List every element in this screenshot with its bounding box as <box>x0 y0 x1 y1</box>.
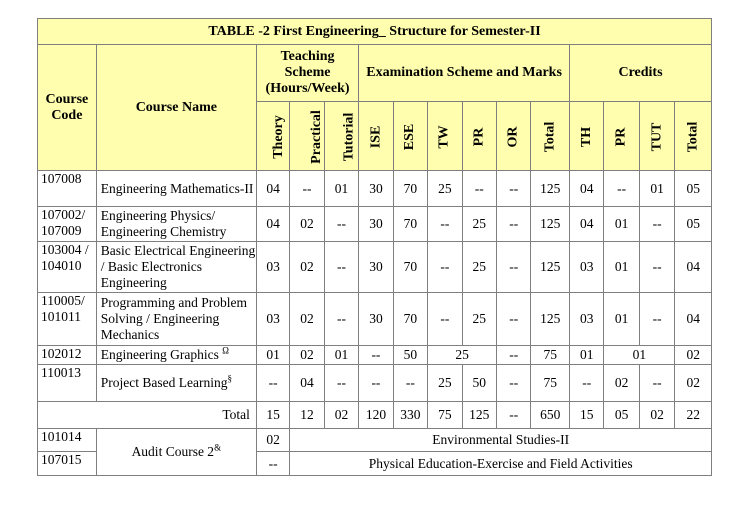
cell: 12 <box>290 402 324 429</box>
cell: 125 <box>531 293 570 346</box>
audit-course-name: Audit Course 2& <box>96 429 256 476</box>
sub-header: TH <box>569 102 603 171</box>
cell: 330 <box>393 402 427 429</box>
course-code: 102012 <box>38 346 97 365</box>
cell: 05 <box>675 207 712 242</box>
sub-header: Theory <box>256 102 289 171</box>
cell: -- <box>497 207 531 242</box>
cell: -- <box>497 402 531 429</box>
cell: 75 <box>531 346 570 365</box>
cell: 04 <box>256 207 289 242</box>
cell: 01 <box>569 346 603 365</box>
cell: 02 <box>639 402 674 429</box>
cell: -- <box>639 242 674 293</box>
cell: 120 <box>359 402 393 429</box>
sub-header: Total <box>675 102 712 171</box>
table-row <box>38 242 712 293</box>
cell: 650 <box>531 402 570 429</box>
cell: -- <box>428 207 462 242</box>
sub-header: Tutorial <box>324 102 358 171</box>
audit-course-text: Physical Education-Exercise and Field Activities <box>290 452 712 476</box>
cell: 02 <box>675 346 712 365</box>
sub-header: Practical <box>290 102 324 171</box>
sub-header: TW <box>428 102 462 171</box>
table-row <box>38 171 712 207</box>
cell: -- <box>462 171 496 207</box>
cell: 70 <box>393 171 427 207</box>
title-row <box>38 19 712 45</box>
table-row <box>38 207 712 242</box>
cell: 01 <box>604 207 639 242</box>
cell: -- <box>639 207 674 242</box>
cell: 75 <box>531 365 570 402</box>
cell: 25 <box>428 171 462 207</box>
table-row <box>38 346 712 365</box>
cell: 04 <box>569 171 603 207</box>
total-row <box>38 402 712 429</box>
cell: -- <box>359 346 393 365</box>
cell: 03 <box>569 293 603 346</box>
cell: -- <box>497 242 531 293</box>
credits-header: Credits <box>569 45 711 102</box>
sub-header: ISE <box>359 102 393 171</box>
cell: -- <box>497 293 531 346</box>
cell: 01 <box>256 346 289 365</box>
exam-header: Examination Scheme and Marks <box>359 45 570 102</box>
course-name-header: Course Name <box>96 45 256 171</box>
course-name: Engineering Graphics $^\Omega$ <box>96 346 256 365</box>
structure-table <box>37 18 712 476</box>
course-code: 101014 <box>38 429 97 452</box>
cell: -- <box>604 171 639 207</box>
cell: -- <box>569 365 603 402</box>
course-name: Programming and Problem Solving / Engineering Mechanics <box>96 293 256 346</box>
cell: 70 <box>393 242 427 293</box>
cell: -- <box>428 293 462 346</box>
course-name: Basic Electrical Engineering / Basic Electronics Engineering <box>96 242 256 293</box>
cell: 125 <box>531 171 570 207</box>
course-code: 107002/ 107009 <box>38 207 97 242</box>
cell: 25 <box>462 242 496 293</box>
cell: 50 <box>462 365 496 402</box>
audit-course-text: Environmental Studies-II <box>290 429 712 452</box>
course-code: 107015 <box>38 452 97 476</box>
cell: 01 <box>604 293 639 346</box>
cell: 70 <box>393 293 427 346</box>
table-row <box>38 293 712 346</box>
cell: -- <box>324 365 358 402</box>
cell: 01 <box>604 242 639 293</box>
cell: 05 <box>604 402 639 429</box>
cell: 30 <box>359 171 393 207</box>
course-code: 107008 <box>38 171 97 207</box>
cell: 25 <box>462 293 496 346</box>
cell: 01 <box>639 171 674 207</box>
cell: 02 <box>604 365 639 402</box>
cell: 125 <box>531 242 570 293</box>
cell: 125 <box>531 207 570 242</box>
cell: 01 <box>324 171 358 207</box>
cell: 02 <box>290 293 324 346</box>
cell: 04 <box>569 207 603 242</box>
cell: 02 <box>290 346 324 365</box>
course-code: 110005/ 101011 <box>38 293 97 346</box>
cell: -- <box>256 365 289 402</box>
cell: 25 <box>428 346 497 365</box>
course-code-header: Course Code <box>38 45 97 171</box>
table-title: TABLE -2 First Engineering_ Structure for Semester-II <box>38 19 712 45</box>
cell: -- <box>639 365 674 402</box>
total-label: Total <box>38 402 257 429</box>
cell: 50 <box>393 346 427 365</box>
cell: 30 <box>359 293 393 346</box>
cell: 75 <box>428 402 462 429</box>
cell: 22 <box>675 402 712 429</box>
sub-header: TUT <box>639 102 674 171</box>
cell: 25 <box>428 365 462 402</box>
cell: 03 <box>569 242 603 293</box>
course-name: Engineering Physics/ Engineering Chemistry <box>96 207 256 242</box>
cell: -- <box>497 171 531 207</box>
cell: 04 <box>675 293 712 346</box>
cell: -- <box>393 365 427 402</box>
cell: -- <box>497 365 531 402</box>
course-code: 103004 / 104010 <box>38 242 97 293</box>
cell: 01 <box>324 346 358 365</box>
cell: 05 <box>675 171 712 207</box>
cell: 01 <box>604 346 675 365</box>
cell: -- <box>428 242 462 293</box>
cell: 30 <box>359 207 393 242</box>
sub-header: PR <box>462 102 496 171</box>
cell: -- <box>497 346 531 365</box>
cell: -- <box>639 293 674 346</box>
cell: -- <box>290 171 324 207</box>
teaching-header: Teaching Scheme (Hours/Week) <box>256 45 358 102</box>
course-name: Project Based Learning§ <box>96 365 256 402</box>
cell: -- <box>256 452 289 476</box>
sub-header: ESE <box>393 102 427 171</box>
course-code: 110013 <box>38 365 97 402</box>
cell: 70 <box>393 207 427 242</box>
cell: 125 <box>462 402 496 429</box>
cell: 02 <box>256 429 289 452</box>
cell: 02 <box>675 365 712 402</box>
semester-structure <box>37 18 712 476</box>
audit-row <box>38 429 712 452</box>
cell: 03 <box>256 242 289 293</box>
cell: 30 <box>359 242 393 293</box>
sub-header: Total <box>531 102 570 171</box>
header-row <box>38 45 712 102</box>
cell: 03 <box>256 293 289 346</box>
sub-header: PR <box>604 102 639 171</box>
sub-header: OR <box>497 102 531 171</box>
cell: 25 <box>462 207 496 242</box>
cell: 02 <box>290 242 324 293</box>
cell: -- <box>324 207 358 242</box>
cell: -- <box>324 293 358 346</box>
cell: -- <box>359 365 393 402</box>
cell: 04 <box>256 171 289 207</box>
cell: -- <box>324 242 358 293</box>
cell: 15 <box>256 402 289 429</box>
cell: 04 <box>290 365 324 402</box>
cell: 04 <box>675 242 712 293</box>
cell: 15 <box>569 402 603 429</box>
cell: 02 <box>324 402 358 429</box>
cell: 02 <box>290 207 324 242</box>
course-name: Engineering Mathematics-II <box>96 171 256 207</box>
table-row <box>38 365 712 402</box>
